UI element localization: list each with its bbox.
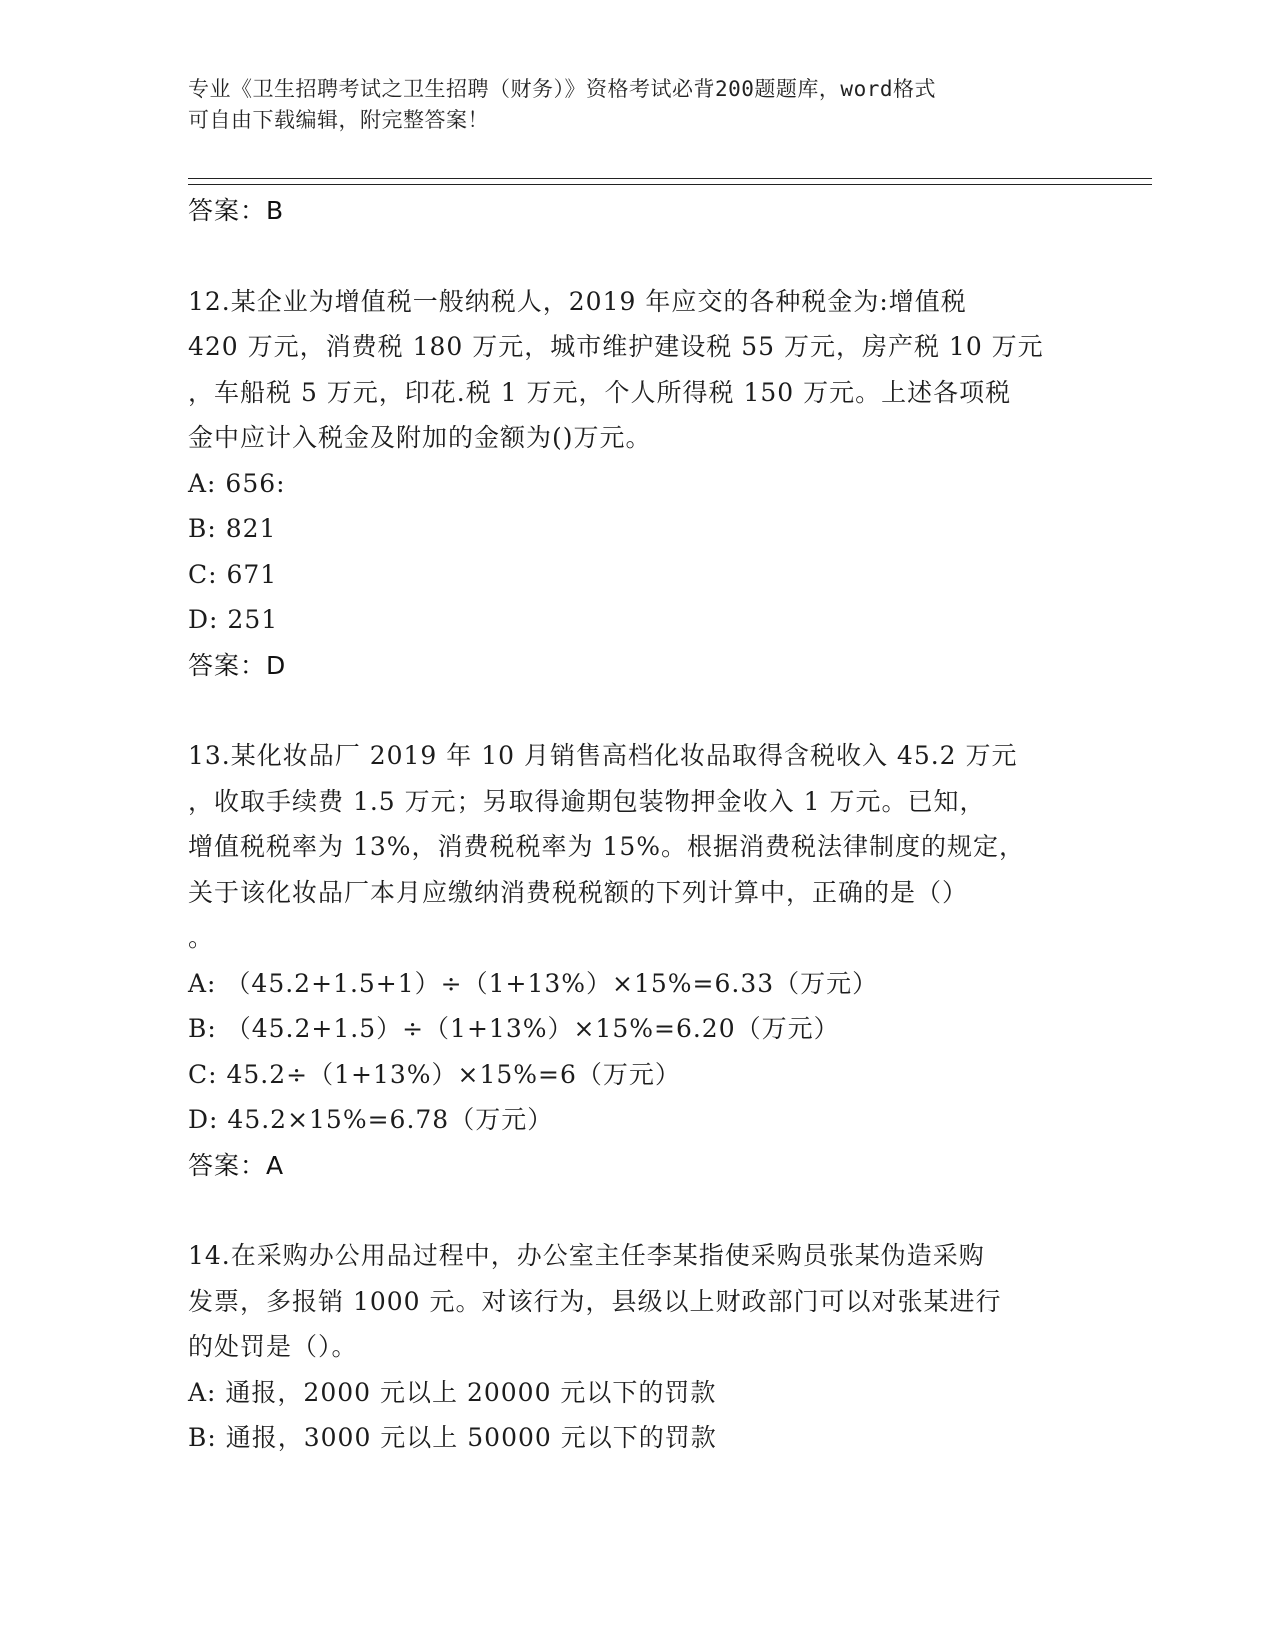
option-d: D: 251 bbox=[188, 605, 279, 634]
spacer bbox=[188, 234, 1088, 279]
question-text-line: 发票，多报销 1000 元。对该行为，县级以上财政部门可以对张某进行 bbox=[188, 1286, 1002, 1316]
question-text-line: 。 bbox=[188, 923, 215, 952]
previous-answer: 答案：B bbox=[188, 196, 285, 225]
question-text-line: 12.某企业为增值税一般纳税人，2019 年应交的各种税金为:增值税 bbox=[188, 286, 967, 316]
option-b: B: 通报，3000 元以上 50000 元以下的罚款 bbox=[188, 1423, 717, 1452]
header-title-line-2: 可自由下载编辑，附完整答案！ bbox=[188, 108, 489, 132]
document-body bbox=[188, 188, 1088, 1461]
question-text-line: 金中应计入税金及附加的金额为()万元。 bbox=[188, 423, 652, 452]
question-14 bbox=[188, 1233, 1088, 1461]
option-c: C: 671 bbox=[188, 559, 278, 589]
question-text-line: 的处罚是（）。 bbox=[188, 1332, 358, 1361]
option-a: A: 通报，2000 元以上 20000 元以下的罚款 bbox=[188, 1377, 717, 1407]
header-divider-bottom bbox=[188, 184, 1152, 185]
question-text-line: 增值税税率为 13%，消费税税率为 15%。根据消费税法律制度的规定， bbox=[188, 832, 1026, 861]
option-d: D: 45.2×15%=6.78（万元） bbox=[188, 1105, 554, 1134]
header-divider-top bbox=[188, 178, 1152, 179]
question-text-line: ，车船税 5 万元，印花.税 1 万元，个人所得税 150 万元。上述各项税 bbox=[188, 377, 1012, 407]
option-a: A: （45.2+1.5+1）÷（1+13%）×15%=6.33（万元） bbox=[188, 968, 879, 998]
option-b: B: （45.2+1.5）÷（1+13%）×15%=6.20（万元） bbox=[188, 1014, 840, 1043]
header-title-line-1: 专业《卫生招聘考试之卫生招聘（财务）》资格考试必背200题题库，word格式 bbox=[188, 77, 936, 101]
spacer bbox=[188, 1188, 1088, 1233]
question-13 bbox=[188, 733, 1088, 1188]
question-text-line: 关于该化妆品厂本月应缴纳消费税税额的下列计算中，正确的是（） bbox=[188, 877, 969, 907]
answer-label: 答案：D bbox=[188, 650, 287, 680]
page-header bbox=[188, 74, 1068, 136]
question-12 bbox=[188, 279, 1088, 689]
spacer bbox=[188, 688, 1088, 733]
question-text-line: 13.某化妆品厂 2019 年 10 月销售高档化妆品取得含税收入 45.2 万元 bbox=[188, 741, 1018, 770]
option-c: C: 45.2÷（1+13%）×15%=6（万元） bbox=[188, 1059, 681, 1089]
option-b: B: 821 bbox=[188, 514, 277, 543]
question-text-line: ，收取手续费 1.5 万元；另取得逾期包装物押金收入 1 万元。已知， bbox=[188, 786, 986, 816]
question-text-line: 14.在采购办公用品过程中，办公室主任李某指使采购员张某伪造采购 bbox=[188, 1241, 985, 1270]
option-a: A: 656: bbox=[188, 468, 286, 498]
answer-label: 答案：A bbox=[188, 1150, 285, 1180]
question-text-line: 420 万元，消费税 180 万元，城市维护建设税 55 万元，房产税 10 万元 bbox=[188, 332, 1044, 361]
